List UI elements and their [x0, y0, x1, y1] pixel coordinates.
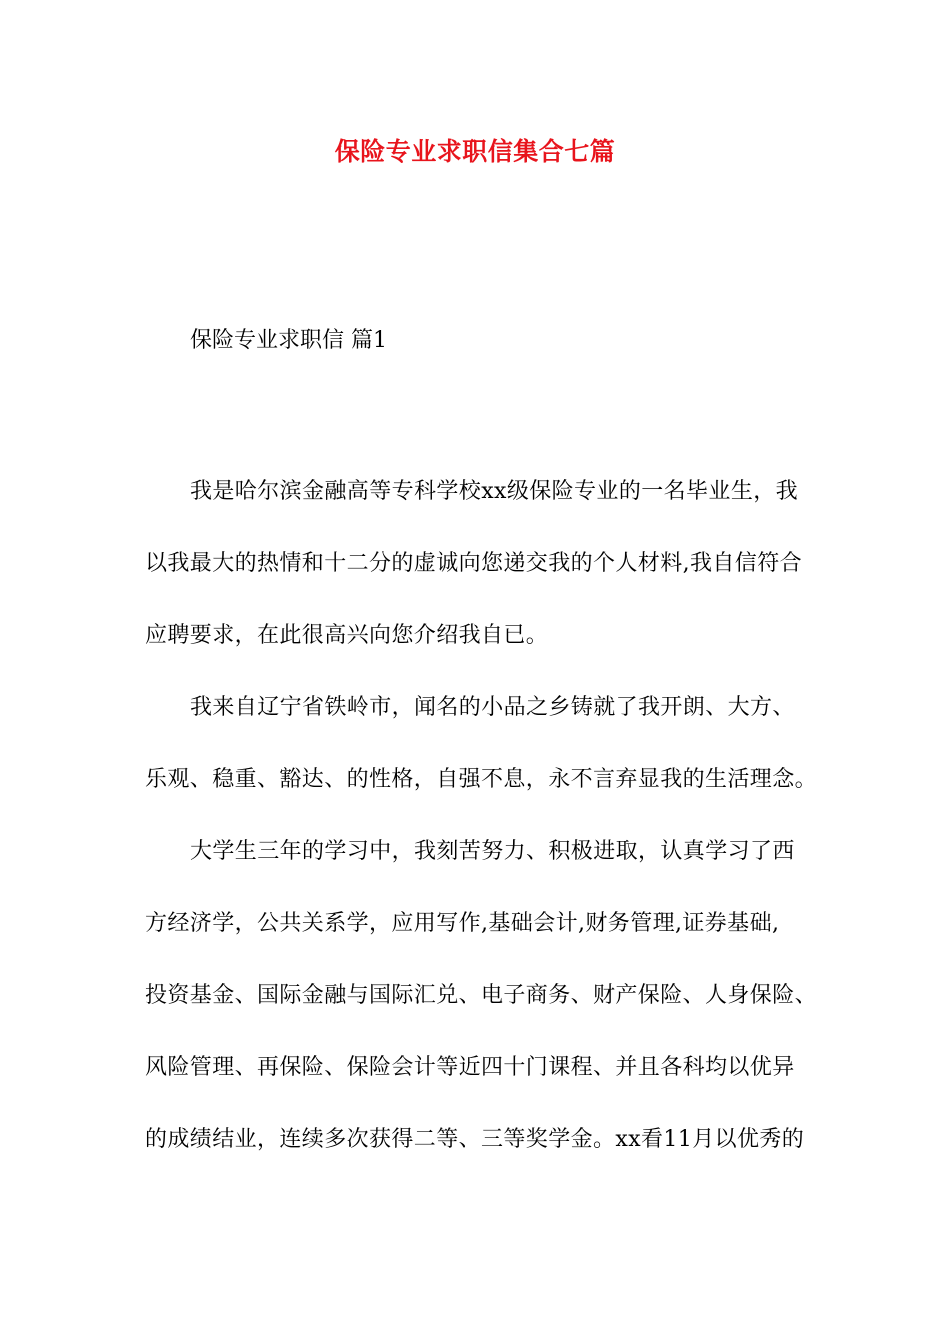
paragraph-line: 以我最大的热情和十二分的虚诚向您递交我的个人材料,我自信符合 [145, 551, 802, 576]
section-heading: 保险专业求职信 篇1 [190, 328, 387, 353]
paragraph-line: 我来自辽宁省铁岭市，闻名的小品之乡铸就了我开朗、大方、 [190, 695, 795, 720]
paragraph-line: 风险管理、再保险、保险会计等近四十门课程、并且各科均以优异 [145, 1055, 795, 1080]
paragraph-line: 大学生三年的学习中，我刻苦努力、积极进取，认真学习了西 [190, 839, 795, 864]
paragraph-line: 投资基金、国际金融与国际汇兑、电子商务、财产保险、人身保险、 [145, 983, 818, 1008]
paragraph-line: 方经济学，公共关系学，应用写作,基础会计,财务管理,证券基础, [145, 911, 780, 936]
paragraph-line: 乐观、稳重、豁达、的性格，自强不息，永不言弃显我的生活理念。 [145, 767, 818, 792]
document-title: 保险专业求职信集合七篇 [334, 137, 616, 166]
paragraph-line: 应聘要求，在此很高兴向您介绍我自已。 [145, 623, 549, 648]
paragraph-line: 的成绩结业，连续多次获得二等、三等奖学金。xx看11月以优秀的 [145, 1127, 805, 1152]
paragraph-line: 我是哈尔滨金融高等专科学校xx级保险专业的一名毕业生，我 [190, 479, 799, 504]
